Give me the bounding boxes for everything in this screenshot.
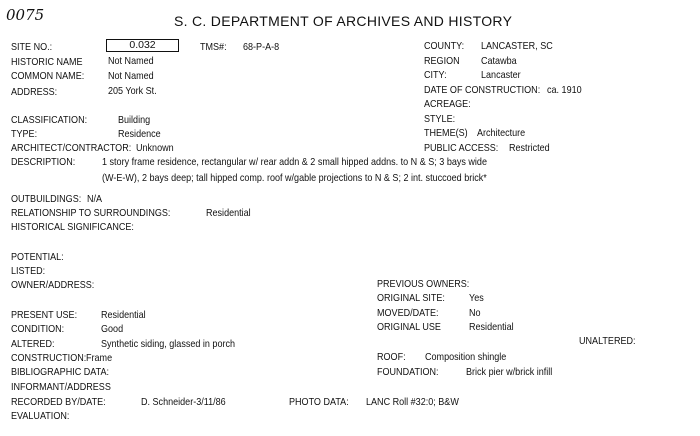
- themes-label: THEME(S): [424, 127, 468, 139]
- tms-value: 68-P-A-8: [243, 41, 280, 53]
- description-label: DESCRIPTION:: [11, 156, 76, 168]
- owner-address-label: OWNER/ADDRESS:: [11, 279, 95, 291]
- historic-name-label: HISTORIC NAME: [11, 56, 83, 68]
- public-access-label: PUBLIC ACCESS:: [424, 142, 499, 154]
- outbuildings-label: OUTBUILDINGS:: [11, 193, 82, 205]
- recorded-by-label: RECORDED BY/DATE:: [11, 396, 106, 408]
- address-label: ADDRESS:: [11, 86, 58, 98]
- informant-label: INFORMANT/ADDRESS: [11, 381, 111, 393]
- historical-significance-label: HISTORICAL SIGNIFICANCE:: [11, 221, 134, 233]
- original-use-value: Residential: [469, 321, 514, 333]
- description-line-1: 1 story frame residence, rectangular w/ rear addn & 2 small hipped addns. to N & S; 3 bays wide: [102, 156, 487, 168]
- architect-value: Unknown: [136, 142, 174, 154]
- tms-label: TMS#:: [200, 41, 227, 53]
- site-no-label: SITE NO.:: [11, 41, 53, 53]
- condition-value: Good: [101, 323, 124, 335]
- region-value: Catawba: [481, 55, 517, 67]
- construction-value: Frame: [86, 352, 113, 364]
- outbuildings-value: N/A: [87, 193, 103, 205]
- city-value: Lancaster: [481, 69, 521, 81]
- present-use-label: PRESENT USE:: [11, 309, 78, 321]
- common-name-label: COMMON NAME:: [11, 70, 85, 82]
- previous-owners-label: PREVIOUS OWNERS:: [377, 278, 470, 290]
- roof-label: ROOF:: [377, 351, 406, 363]
- classification-label: CLASSIFICATION:: [11, 114, 88, 126]
- foundation-label: FOUNDATION:: [377, 366, 439, 378]
- city-label: CITY:: [424, 69, 447, 81]
- type-value: Residence: [118, 128, 161, 140]
- unaltered-label: UNALTERED:: [579, 335, 636, 347]
- site-no-box: [106, 39, 179, 52]
- potential-label: POTENTIAL:: [11, 251, 64, 263]
- classification-value: Building: [118, 114, 151, 126]
- bibliographic-label: BIBLIOGRAPHIC DATA:: [11, 366, 110, 378]
- condition-label: CONDITION:: [11, 323, 65, 335]
- document-number: 0075: [6, 6, 45, 24]
- present-use-value: Residential: [101, 309, 146, 321]
- original-site-value: Yes: [469, 292, 484, 304]
- foundation-value: Brick pier w/brick infill: [466, 366, 553, 378]
- photo-data-value: LANC Roll #32:0; B&W: [366, 396, 459, 408]
- photo-data-label: PHOTO DATA:: [289, 396, 349, 408]
- relationship-label: RELATIONSHIP TO SURROUNDINGS:: [11, 207, 171, 219]
- county-label: COUNTY:: [424, 40, 465, 52]
- historic-name-value: Not Named: [108, 55, 154, 67]
- document-header: S. C. DEPARTMENT OF ARCHIVES AND HISTORY: [174, 13, 513, 29]
- style-label: STYLE:: [424, 113, 456, 125]
- construction-label: CONSTRUCTION:: [11, 352, 87, 364]
- type-label: TYPE:: [11, 128, 38, 140]
- listed-label: LISTED:: [11, 265, 46, 277]
- evaluation-label: EVALUATION:: [11, 410, 70, 422]
- moved-date-label: MOVED/DATE:: [377, 307, 439, 319]
- address-value: 205 York St.: [108, 85, 157, 97]
- acreage-label: ACREAGE:: [424, 98, 471, 110]
- original-use-label: ORIGINAL USE: [377, 321, 441, 333]
- relationship-value: Residential: [206, 207, 251, 219]
- site-no-value: 0.032: [129, 39, 156, 51]
- recorded-by-value: D. Schneider-3/11/86: [141, 396, 226, 408]
- public-access-value: Restricted: [509, 142, 550, 154]
- altered-value: Synthetic siding, glassed in porch: [101, 338, 236, 350]
- moved-date-value: No: [469, 307, 481, 319]
- roof-value: Composition shingle: [425, 351, 507, 363]
- original-site-label: ORIGINAL SITE:: [377, 292, 445, 304]
- architect-label: ARCHITECT/CONTRACTOR:: [11, 142, 132, 154]
- common-name-value: Not Named: [108, 70, 154, 82]
- altered-label: ALTERED:: [11, 338, 55, 350]
- date-construction-value: ca. 1910: [547, 84, 582, 96]
- county-value: LANCASTER, SC: [481, 40, 553, 52]
- description-line-2: (W-E-W), 2 bays deep; tall hipped comp. roof w/gable projections to N & S; 2 int. stuccoed brick*: [102, 172, 487, 184]
- themes-value: Architecture: [477, 127, 526, 139]
- date-construction-label: DATE OF CONSTRUCTION:: [424, 84, 541, 96]
- region-label: REGION: [424, 55, 460, 67]
